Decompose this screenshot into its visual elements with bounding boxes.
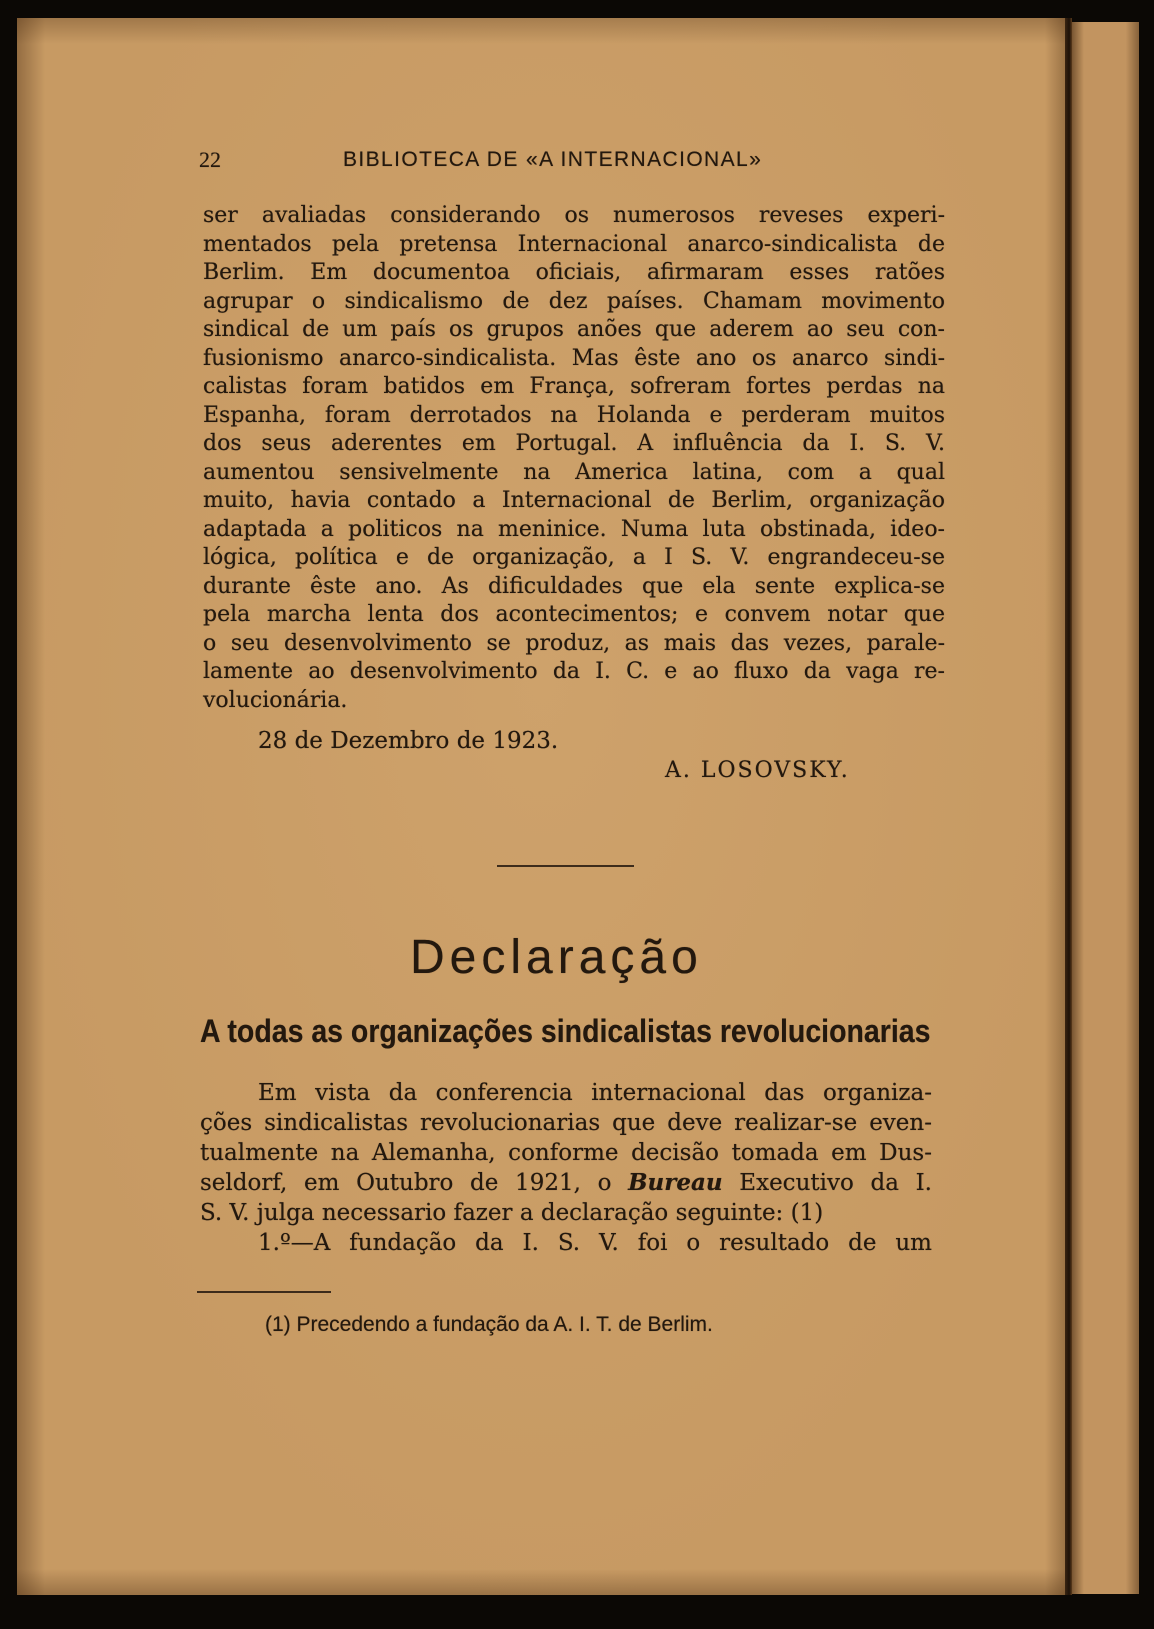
text-line <box>200 1168 932 1198</box>
text-line: calistas foram batidos em França, sofreram fortes perdas na <box>203 374 945 399</box>
text-segment: seldorf, em Outubro de 1921, o <box>200 1170 629 1196</box>
page-number: 22 <box>199 147 221 172</box>
text-line: pela marcha lenta dos acontecimentos; e convem notar que <box>203 602 945 627</box>
text-line: durante êste ano. As dificuldades que ela sente explica-se <box>203 573 945 599</box>
section-title: Declaração <box>410 931 703 984</box>
text-line: agrupar o sindicalismo de dez países. Chamam movimento <box>203 288 945 314</box>
text-line: Em vista da conferencia internacional das organiza- <box>258 1080 932 1106</box>
gutter-shadow <box>1065 18 1072 1595</box>
text-line: o seu desenvolvimento se produz, as mais das vezes, parale- <box>203 630 945 656</box>
text-line: adaptada a politicos na meninice. Numa luta obstinada, ideo- <box>203 516 945 542</box>
text-line: 1.º—A fundação da I. S. V. foi o resultado de um <box>258 1230 932 1256</box>
text-line: volucionária. <box>203 687 348 713</box>
footnote: (1) Precedendo a fundação da A. I. T. de Berlim. <box>265 1313 713 1336</box>
text-line: fusionismo anarco-sindicalista. Mas êste ano os anarco sindi- <box>203 345 945 371</box>
italic-word: Bureau <box>628 1169 723 1196</box>
text-segment: Executivo da I. <box>722 1170 932 1196</box>
text-line: S. V. julga necessario fazer a declaração seguinte: (1) <box>200 1200 824 1226</box>
text-line: tualmente na Alemanha, conforme decisão tomada em Dus- <box>200 1140 932 1166</box>
text-line: ser avaliadas considerando os numerosos reveses experi- <box>203 203 945 228</box>
text-line: sindical de um país os grupos anões que aderem ao seu con- <box>203 317 945 342</box>
text-line: ções sindicalistas revolucionarias que deve realizar-se even- <box>200 1110 932 1136</box>
section-rule <box>497 865 634 867</box>
text-line: lamente ao desenvolvimento da I. C. e ao fluxo da vaga re- <box>203 659 945 684</box>
adjacent-page-edge <box>1072 22 1139 1594</box>
text-line: muito, havia contado a Internacional de Berlim, organização <box>203 488 945 513</box>
text-line: lógica, política e de organização, a I S. V. engrandeceu-se <box>203 545 945 570</box>
text-line: aumentou sensivelmente na America latina, com a qual <box>203 459 945 485</box>
declaration-subtitle: A todas as organizações sindicalistas revolucionarias <box>200 1013 931 1049</box>
text-line: Espanha, foram derrotados na Holanda e perderam muitos <box>203 402 945 428</box>
footnote-rule <box>197 1291 331 1293</box>
text-line: Berlim. Em documentoa oficiais, afirmaram esses ratões <box>203 260 945 285</box>
text-line: dos seus aderentes em Portugal. A influência da I. S. V. <box>203 431 945 456</box>
text-line: mentados pela pretensa Internacional anarco-sindicalista de <box>203 231 945 257</box>
running-title: BIBLIOTECA DE «A INTERNACIONAL» <box>343 148 763 171</box>
date-line: 28 de Dezembro de 1923. <box>258 728 559 754</box>
author-signature: A. LOSOVSKY. <box>665 758 850 783</box>
